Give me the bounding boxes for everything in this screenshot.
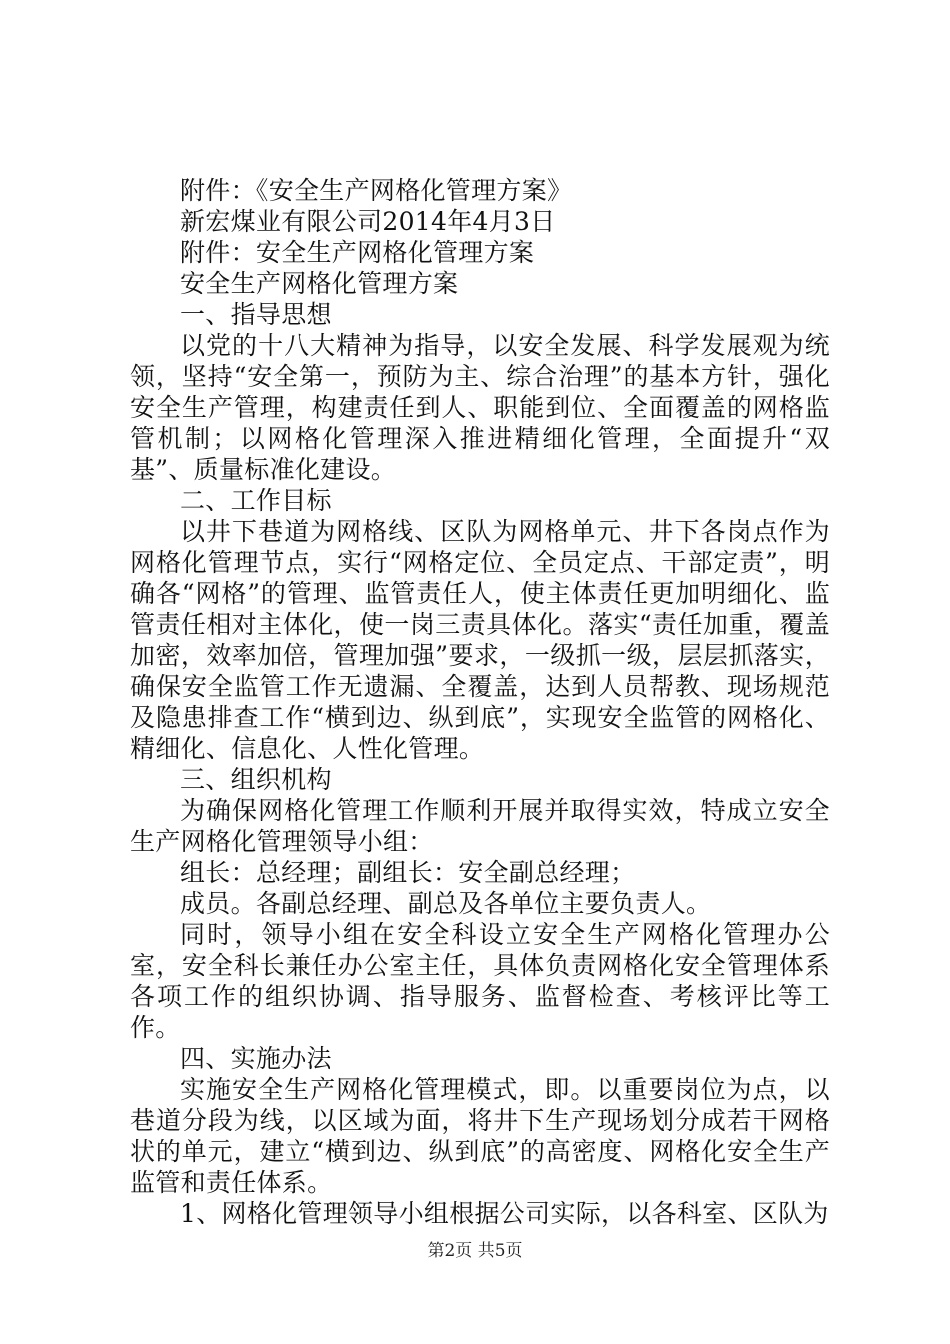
section-heading-2: 二、工作目标	[180, 486, 332, 515]
section-heading-3: 三、组织机构	[180, 765, 332, 794]
section-body-3d: 同时，领导小组在安全科设立安全生产网格化管理办公室，安全科长兼任办公室主任，具体负责网格化安全管理体系各项工作的组织协调、指导服务、监督检查、考核评比等工作。	[130, 920, 830, 1042]
plan-title: 安全生产网格化管理方案	[180, 269, 459, 298]
page-number-footer: 第2页 共5页	[427, 1241, 523, 1261]
section-body-3a: 为确保网格化管理工作顺利开展并取得实效，特成立安全生产网格化管理领导小组：	[130, 796, 830, 856]
attachment-heading: 附件：安全生产网格化管理方案	[180, 238, 535, 267]
section-body-4b: 1、网格化管理领导小组根据公司实际，以各科室、区队为	[180, 1199, 829, 1228]
attachment-title: 附件：《安全生产网格化管理方案》	[180, 176, 573, 205]
company-date-line: 新宏煤业有限公司2014年4月3日	[180, 207, 556, 236]
section-body-2: 以井下巷道为网格线、区队为网格单元、井下各岗点作为网格化管理节点，实行“网格定位、全员定点、干部定责”，明确各“网格”的管理、监管责任人，使主体责任更加明细化、监管责任相对主体化，使一岗三责具体化。落实“责任加重，覆盖加密，效率加倍，管理加强”要求，一级抓一级，层层抓落实，确保安全监管工作无遗漏、全覆盖，达到人员帮教、现场规范及隐患排查工作“横到边、纵到底”，实现安全监管的网格化、精细化、信息化、人性化管理。	[130, 517, 830, 763]
section-body-4a: 实施安全生产网格化管理模式，即。以重要岗位为点，以巷道分段为线，以区域为面，将井下生产现场划分成若干网格状的单元，建立“横到边、纵到底”的高密度、网格化安全生产监管和责任体系。	[130, 1075, 830, 1197]
section-heading-4: 四、实施办法	[180, 1044, 332, 1073]
section-body-3b: 组长：总经理；副组长：安全副总经理；	[180, 858, 636, 887]
document-body	[130, 175, 830, 1229]
section-heading-1: 一、指导思想	[180, 300, 332, 329]
section-body-3c: 成员。各副总经理、副总及各单位主要负责人。	[180, 889, 712, 918]
section-body-1: 以党的十八大精神为指导，以安全发展、科学发展观为统领，坚持“安全第一，预防为主、综合治理”的基本方针，强化安全生产管理，构建责任到人、职能到位、全面覆盖的网格监管机制；以网格化管理深入推进精细化管理，全面提升“双基”、质量标准化建设。	[130, 331, 830, 484]
